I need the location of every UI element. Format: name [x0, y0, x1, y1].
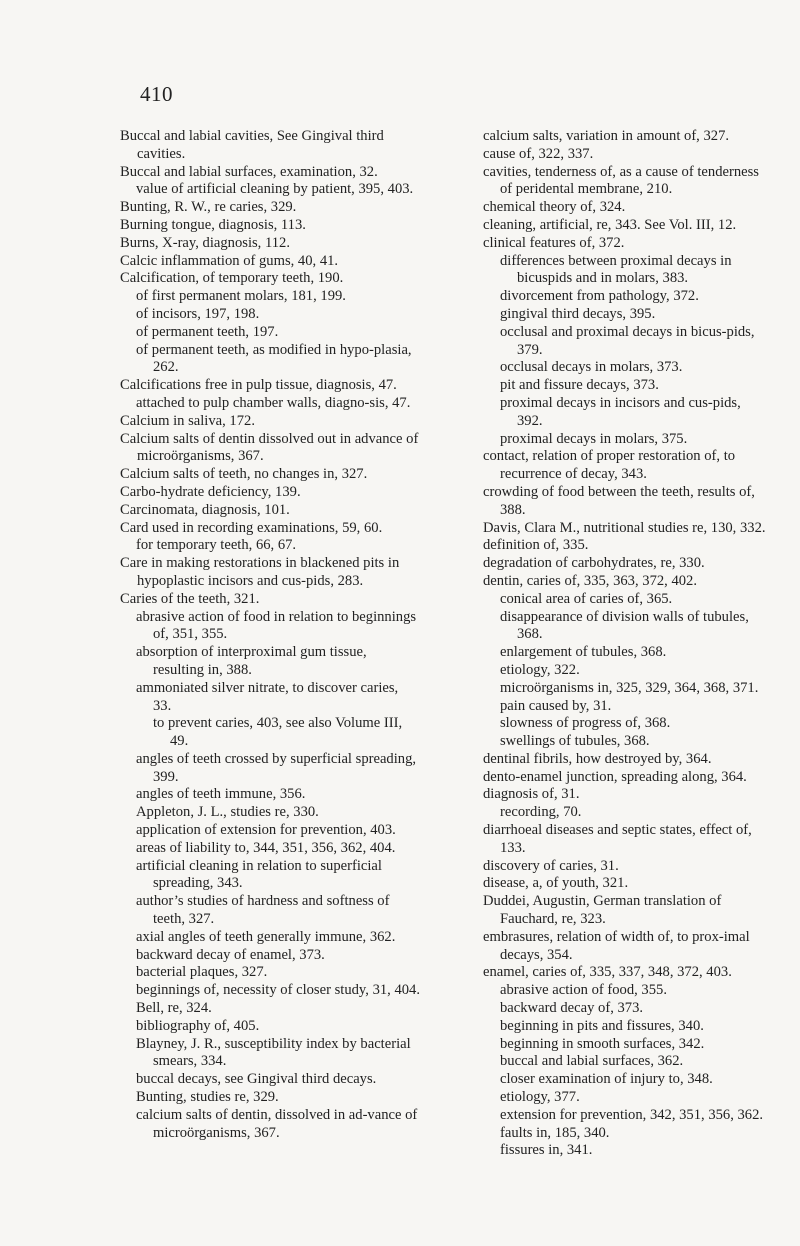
index-entry: definition of, 335.: [483, 537, 589, 554]
index-entry: backward decay of, 373.: [500, 1000, 644, 1017]
index-entry: author’s studies of hardness and softness of teeth, 327.: [136, 893, 390, 928]
index-entry: divorcement from pathology, 372.: [500, 288, 699, 305]
index-entry: pain caused by, 31.: [500, 697, 612, 714]
index-entry: gingival third decays, 395.: [500, 305, 656, 322]
index-entry: Duddei, Augustin, German translation of Fauchard, re, 323.: [483, 893, 722, 928]
index-entry: cause of, 322, 337.: [483, 145, 594, 162]
index-entry: to prevent caries, 403, see also Volume III, 49.: [153, 715, 403, 750]
index-entry: proximal decays in incisors and cus-pids, 392.: [500, 394, 741, 429]
index-entry: Blayney, J. R., susceptibility index by bacterial smears, 334.: [136, 1035, 411, 1070]
index-entry: backward decay of enamel, 373.: [136, 946, 325, 963]
index-entry: occlusal and proximal decays in bicus-pids, 379.: [500, 323, 755, 358]
index-entry: calcium salts, variation in amount of, 327.: [483, 128, 730, 144]
index-entry: Appleton, J. L., studies re, 330.: [136, 804, 319, 821]
index-column-right: [467, 128, 767, 1160]
index-entry: fissures in, 341.: [500, 1142, 593, 1159]
index-entry: of permanent teeth, as modified in hypo-plasia, 262.: [136, 341, 412, 376]
index-entry: microörganisms in, 325, 329, 364, 368, 371.: [500, 679, 759, 696]
index-entry: swellings of tubules, 368.: [500, 733, 650, 750]
index-entry: Carbo-hydrate deficiency, 139.: [120, 483, 301, 500]
index-entry: calcium salts of dentin, dissolved in ad-vance of microörganisms, 367.: [136, 1106, 418, 1141]
index-entry: Calcic inflammation of gums, 40, 41.: [120, 252, 339, 269]
index-entry: dento-enamel junction, spreading along, 364.: [483, 768, 747, 785]
index-entry: contact, relation of proper restoration of, to recurrence of decay, 343.: [483, 448, 736, 483]
index-entry: Care in making restorations in blackened pits in hypoplastic incisors and cus-pids, 283.: [120, 555, 400, 589]
index-entry: pit and fissure decays, 373.: [500, 377, 659, 394]
index-entry: Buccal and labial cavities, See Gingival third cavities.: [120, 128, 384, 162]
index-entry: of incisors, 197, 198.: [136, 305, 260, 322]
index-entry: disappearance of division walls of tubules, 368.: [500, 608, 749, 643]
index-entry: discovery of caries, 31.: [483, 857, 619, 874]
index-entry: beginnings of, necessity of closer study, 31, 404.: [136, 982, 420, 999]
index-entry: value of artificial cleaning by patient, 395, 403.: [136, 181, 414, 198]
index-entry: attached to pulp chamber walls, diagno-sis, 47.: [136, 394, 411, 411]
index-entry: differences between proximal decays in bicuspids and in molars, 383.: [500, 252, 732, 287]
index-entry: dentin, caries of, 335, 363, 372, 402.: [483, 572, 698, 589]
index-entry: crowding of food between the teeth, results of, 388.: [483, 483, 755, 518]
index-entry: angles of teeth crossed by superficial spreading, 399.: [136, 750, 417, 785]
index-entry: bacterial plaques, 327.: [136, 964, 268, 981]
index-entry: closer examination of injury to, 348.: [500, 1071, 713, 1088]
index-entry: beginning in pits and fissures, 340.: [500, 1017, 704, 1034]
index-entry: diagnosis of, 31.: [483, 786, 580, 803]
index-entry: disease, a, of youth, 321.: [483, 875, 629, 892]
index-entry: Card used in recording examinations, 59, 60.: [120, 519, 383, 536]
index-entry: Bunting, studies re, 329.: [136, 1089, 279, 1106]
index-entry: buccal and labial surfaces, 362.: [500, 1053, 684, 1070]
index-entry: etiology, 322.: [500, 661, 580, 678]
index-entry: Calcium salts of teeth, no changes in, 327.: [120, 466, 368, 483]
index-entry: of permanent teeth, 197.: [136, 323, 279, 340]
index-entry: areas of liability to, 344, 351, 356, 362, 404.: [136, 839, 396, 856]
index-entry: for temporary teeth, 66, 67.: [136, 537, 297, 554]
index-entry: diarrhoeal diseases and septic states, effect of, 133.: [483, 822, 752, 856]
index-entry: chemical theory of, 324.: [483, 199, 626, 216]
index-entry: angles of teeth immune, 356.: [136, 786, 306, 803]
index-entry: buccal decays, see Gingival third decays.: [136, 1071, 377, 1088]
index-entry: degradation of carbohydrates, re, 330.: [483, 555, 705, 572]
index-entry: Calcium in saliva, 172.: [120, 412, 255, 429]
index-entry: Buccal and labial surfaces, examination, 32.: [120, 163, 378, 180]
index-entry: Calcifications free in pulp tissue, diagnosis, 47.: [120, 377, 397, 394]
index-entry: abrasive action of food, 355.: [500, 982, 667, 999]
index-entry: Bunting, R. W., re caries, 329.: [120, 199, 297, 216]
index-entry: artificial cleaning in relation to superficial spreading, 343.: [136, 857, 382, 892]
index-entry: faults in, 185, 340.: [500, 1124, 610, 1141]
index-entry: enamel, caries of, 335, 337, 348, 372, 403.: [483, 964, 732, 981]
index-column-left: [120, 128, 420, 1142]
index-entry: enlargement of tubules, 368.: [500, 644, 667, 661]
index-entry: slowness of progress of, 368.: [500, 715, 671, 732]
index-entry: clinical features of, 372.: [483, 234, 625, 251]
index-entry: dentinal fibrils, how destroyed by, 364.: [483, 750, 712, 767]
index-entry: Calcium salts of dentin dissolved out in advance of microörganisms, 367.: [120, 430, 419, 465]
index-entry: cleaning, artificial, re, 343. See Vol. III, 12.: [483, 216, 737, 233]
index-entry: proximal decays in molars, 375.: [500, 430, 688, 447]
index-entry: Burning tongue, diagnosis, 113.: [120, 216, 306, 233]
index-entry: Burns, X-ray, diagnosis, 112.: [120, 234, 290, 251]
index-entry: Calcification, of temporary teeth, 190.: [120, 270, 344, 287]
index-entry: embrasures, relation of width of, to prox-imal decays, 354.: [483, 928, 750, 963]
index-entry: axial angles of teeth generally immune, 362.: [136, 928, 396, 945]
index-entry: bibliography of, 405.: [136, 1017, 260, 1034]
index-entry: beginning in smooth surfaces, 342.: [500, 1035, 705, 1052]
index-entry: conical area of caries of, 365.: [500, 590, 673, 607]
index-entry: absorption of interproximal gum tissue, resulting in, 388.: [136, 644, 367, 678]
index-entry: Carcinomata, diagnosis, 101.: [120, 501, 290, 518]
index-entry: cavities, tenderness of, as a cause of tenderness of peridental membrane, 210.: [483, 163, 759, 198]
index-entry: etiology, 377.: [500, 1089, 580, 1106]
index-entry: ammoniated silver nitrate, to discover caries, 33.: [136, 679, 399, 714]
index-entry: extension for prevention, 342, 351, 356, 362.: [500, 1106, 764, 1123]
index-entry: of first permanent molars, 181, 199.: [136, 288, 346, 305]
index-entry: recording, 70.: [500, 804, 582, 821]
index-entry: Davis, Clara M., nutritional studies re, 130, 332.: [483, 519, 766, 536]
index-entry: abrasive action of food in relation to beginnings of, 351, 355.: [136, 608, 417, 643]
page-number: 410: [140, 82, 173, 106]
index-entry: Caries of the teeth, 321.: [120, 590, 260, 607]
index-entry: Bell, re, 324.: [136, 1000, 212, 1017]
index-entry: application of extension for prevention, 403.: [136, 822, 396, 839]
index-entry: occlusal decays in molars, 373.: [500, 359, 683, 376]
